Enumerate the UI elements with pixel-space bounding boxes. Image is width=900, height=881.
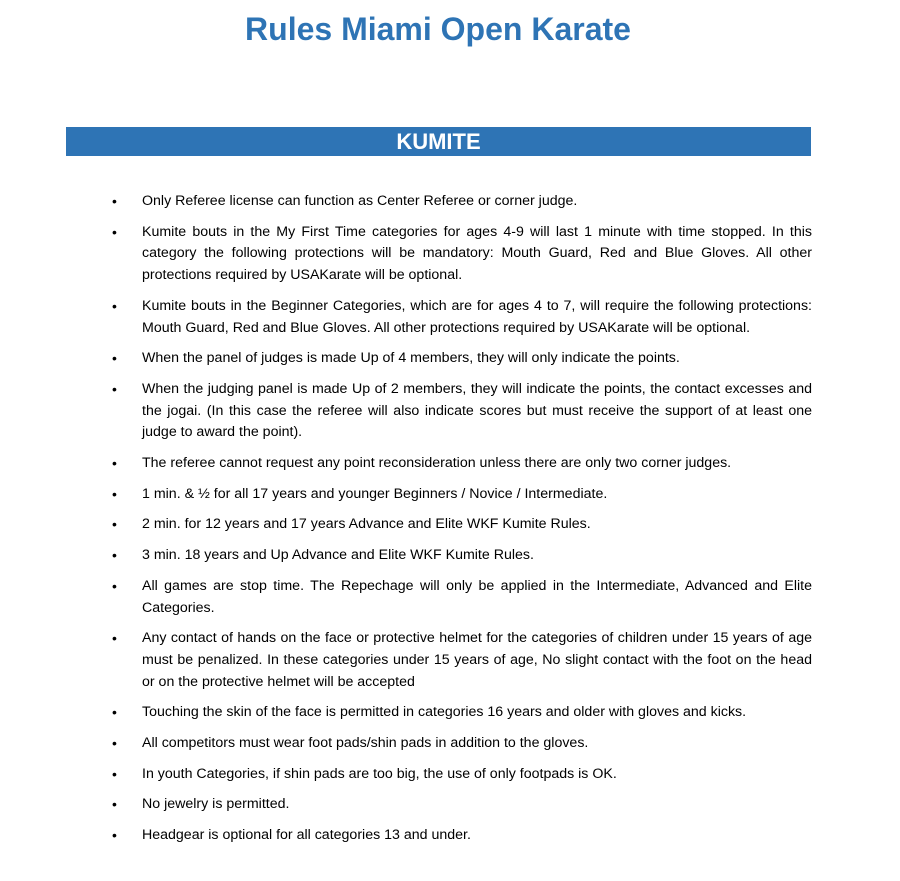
- rule-text: Touching the skin of the face is permitted in categories 16 years and older with gloves and kicks.: [142, 704, 747, 721]
- rule-item: [112, 514, 812, 536]
- section-heading-kumite: KUMITE: [66, 127, 811, 156]
- rule-text: All games are stop time. The Repechage will only be applied in the Intermediate, Advanced and Elite Categories.: [142, 577, 812, 616]
- rule-text: When the judging panel is made Up of 2 members, they will indicate the points, the contact excesses and the jogai. (In this case the referee will also indicate scores but must receive the support of at least one judge to award the point).: [142, 380, 812, 441]
- bullet-icon: •: [112, 577, 117, 594]
- rule-text: No jewelry is permitted.: [142, 796, 290, 813]
- rule-text: Headgear is optional for all categories 13 and under.: [142, 827, 471, 844]
- rule-item: [112, 296, 812, 339]
- rule-text: Kumite bouts in the My First Time categories for ages 4-9 will last 1 minute with time stopped. In this category the following protections will be mandatory: Mouth Guard, Red and Blue Gloves. All other protections required by USAKarate will be optional.: [142, 223, 812, 284]
- bullet-icon: •: [112, 485, 117, 502]
- rule-item: [112, 702, 812, 724]
- bullet-icon: •: [112, 796, 117, 813]
- rule-text: When the panel of judges is made Up of 4 members, they will only indicate the points.: [142, 350, 680, 367]
- bullet-icon: •: [112, 735, 117, 752]
- bullet-icon: •: [112, 297, 117, 314]
- rule-text: In youth Categories, if shin pads are too big, the use of only footpads is OK.: [142, 765, 617, 782]
- rule-text: 1 min. & ½ for all 17 years and younger Beginners / Novice / Intermediate.: [142, 485, 608, 502]
- rule-item: [112, 733, 812, 755]
- bullet-icon: •: [112, 455, 117, 472]
- bullet-icon: •: [112, 350, 117, 367]
- bullet-icon: •: [112, 765, 117, 782]
- rule-text: Only Referee license can function as Center Referee or corner judge.: [142, 193, 578, 209]
- rule-item: [112, 628, 812, 693]
- rule-item: [112, 545, 812, 567]
- bullet-icon: •: [112, 193, 117, 209]
- rule-text: 3 min. 18 years and Up Advance and Elite WKF Kumite Rules.: [142, 547, 534, 564]
- bullet-icon: •: [112, 630, 117, 647]
- bullet-icon: •: [112, 547, 117, 564]
- rule-text: The referee cannot request any point reconsideration unless there are only two corner judges.: [142, 455, 732, 472]
- rule-item: [112, 222, 812, 287]
- rule-text: Any contact of hands on the face or protective helmet for the categories of children under 15 years of age must be penalized. In these categories under 15 years of age, No slight contact with the foot on the head or on the protective helmet will be accepted: [142, 630, 812, 690]
- bullet-icon: •: [112, 223, 117, 240]
- rule-item: [112, 794, 812, 816]
- bullet-icon: •: [112, 704, 117, 721]
- rule-text: 2 min. for 12 years and 17 years Advance and Elite WKF Kumite Rules.: [142, 516, 591, 533]
- rules-list: [112, 191, 812, 856]
- rule-item: [112, 576, 812, 619]
- rule-item: [112, 764, 812, 786]
- rule-item: [112, 484, 812, 506]
- rule-text: Kumite bouts in the Beginner Categories, which are for ages 4 to 7, will require the following protections: Mouth Guard, Red and Blue Gloves. All other protections required by USAKarate will be optional.: [142, 297, 812, 336]
- rule-item: [112, 379, 812, 444]
- rule-item: [112, 348, 812, 370]
- rule-text: All competitors must wear foot pads/shin pads in addition to the gloves.: [142, 735, 589, 752]
- rule-item: [112, 191, 812, 213]
- bullet-icon: •: [112, 827, 117, 844]
- page-title: Rules Miami Open Karate: [245, 11, 631, 47]
- bullet-icon: •: [112, 516, 117, 533]
- bullet-icon: •: [112, 380, 117, 397]
- rule-item: [112, 825, 812, 847]
- rule-item: [112, 453, 812, 475]
